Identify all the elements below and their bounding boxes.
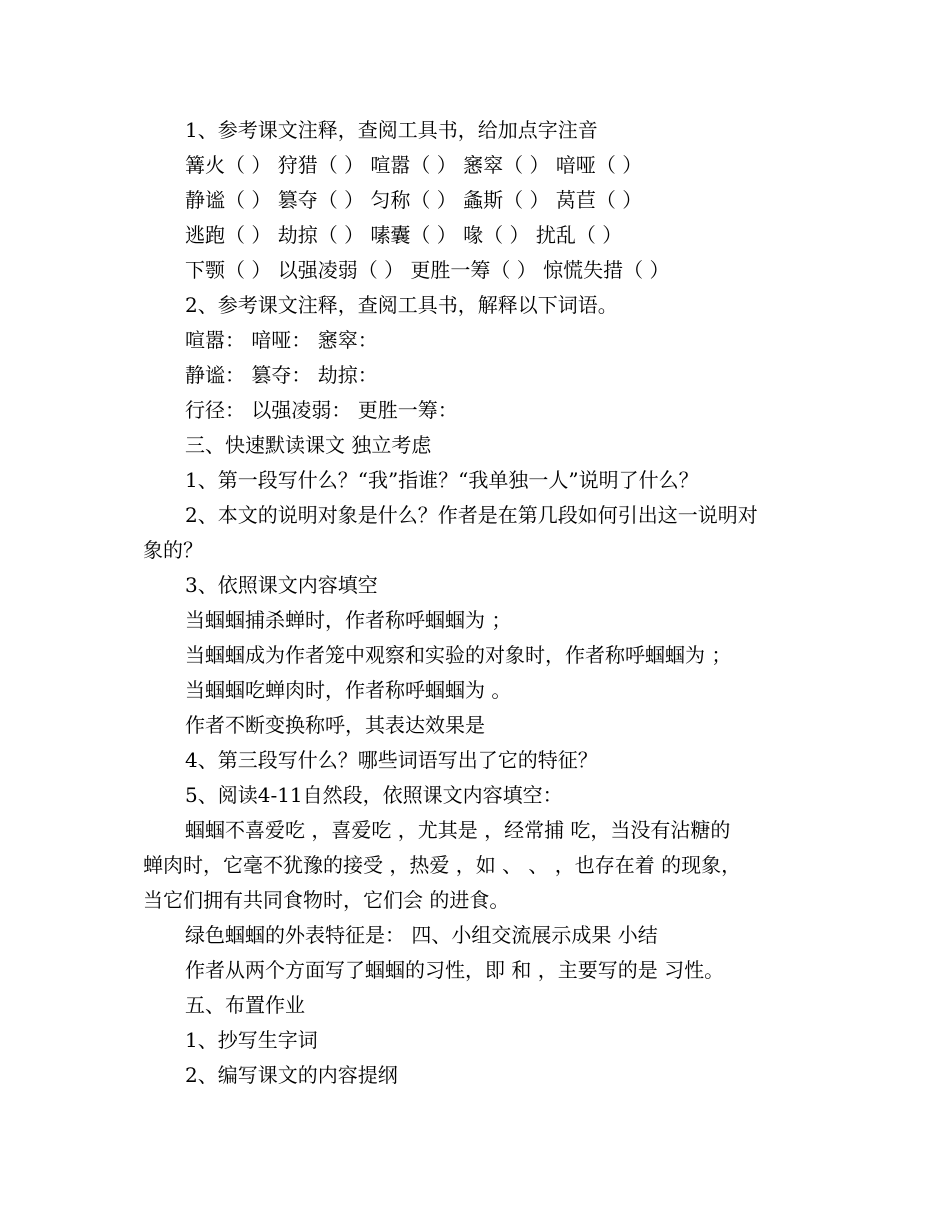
paragraph-line-1: 蝈蝈不喜爱吃 ，喜爱吃 ，尤其是 ，经常捕 吃，当没有沾糖的 [185,818,731,842]
paragraph-line-2: 蝉肉时，它毫不犹豫的接受 ，热爱 ，如 、 、 ，也存在着 的现象， [143,853,742,877]
section-heading-5: 五、布置作业 [185,993,305,1017]
appearance-and-section-4: 绿色蝈蝈的外表特征是： 四、小组交流展示成果 小结 [185,923,658,947]
vocab-row-4: 下颚（ ） 以强凌弱（ ） 更胜一筹（ ） 惊慌失措（ ） [185,258,670,282]
question-5: 5、阅读4-11自然段，依照课文内容填空： [185,783,563,807]
fill-line-2: 当蝈蝈成为作者笼中观察和实验的对象时，作者称呼蝈蝈为 ； [185,643,732,667]
explain-row-1: 喧嚣： 喑哑： 窸窣： [185,328,378,352]
instruction-pinyin: 1、参考课文注释，查阅工具书，给加点字注音 [185,118,598,142]
question-2-part-2: 象的？ [143,538,203,562]
homework-2: 2、编写课文的内容提纲 [185,1063,398,1087]
section-heading-3: 三、快速默读课文 独立考虑 [185,433,432,457]
vocab-row-1: 篝火（ ） 狩猎（ ） 喧嚣（ ） 窸窣（ ） 喑哑（ ） [185,153,643,177]
paragraph-line-3: 当它们拥有共同食物时，它们会 的进食。 [143,888,510,912]
vocab-row-2: 静谧（ ） 篡夺（ ） 匀称（ ） 螽斯（ ） 莴苣（ ） [185,188,643,212]
fill-line-1: 当蝈蝈捕杀蝉时，作者称呼蝈蝈为 ； [185,608,512,632]
fill-line-4: 作者不断变换称呼，其表达效果是 [185,713,485,737]
summary-line: 作者从两个方面写了蝈蝈的习性，即 和 ，主要写的是 习性。 [185,958,725,982]
question-3: 3、依照课文内容填空 [185,573,378,597]
question-1: 1、第一段写什么？“我”指谁？“我单独一人”说明了什么？ [185,468,699,492]
fill-line-3: 当蝈蝈吃蝉肉时，作者称呼蝈蝈为 。 [185,678,512,702]
explain-row-2: 静谧： 篡夺： 劫掠： [185,363,378,387]
instruction-explain: 2、参考课文注释，查阅工具书，解释以下词语。 [185,293,618,317]
explain-row-3: 行径： 以强凌弱： 更胜一筹： [185,398,458,422]
document-body [143,113,815,1093]
homework-1: 1、抄写生字词 [185,1028,318,1052]
question-4: 4、第三段写什么？哪些词语写出了它的特征？ [185,748,598,772]
question-2-part-1: 2、本文的说明对象是什么？作者是在第几段如何引出这一说明对 [185,503,758,527]
vocab-row-3: 逃跑（ ） 劫掠（ ） 嗉囊（ ） 喙（ ） 扰乱（ ） [185,223,623,247]
